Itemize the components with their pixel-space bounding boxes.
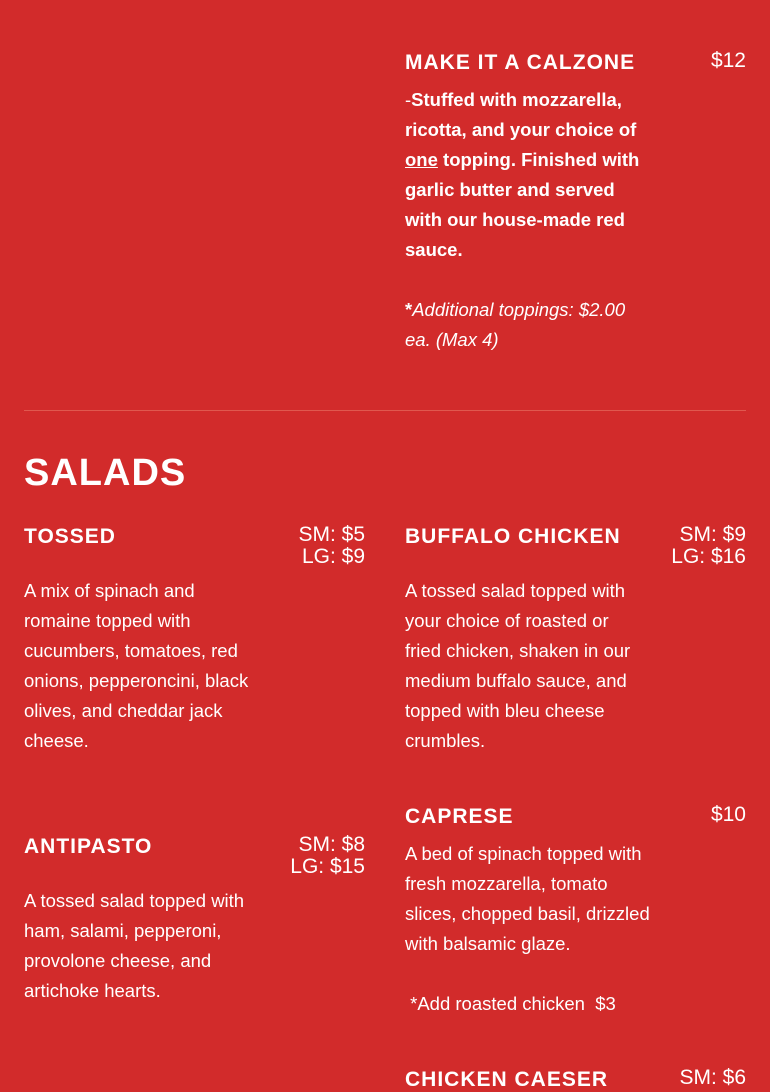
calzone-note [405, 295, 643, 355]
antipasto-price-lg: LG: $15 [290, 855, 365, 878]
calzone-price: $12 [710, 49, 746, 72]
buffalo-chicken-price-lg: LG: $16 [671, 545, 746, 568]
calzone-name: MAKE IT A CALZONE [405, 51, 636, 74]
calzone-desc-part1: Stuffed with mozzarella, ricotta, and your choice of [405, 89, 637, 140]
buffalo-chicken-price-sm: SM: $9 [679, 523, 746, 546]
section-divider [24, 410, 746, 411]
caprese-description: A bed of spinach topped with fresh mozzarella, tomato slices, chopped basil, drizzled with balsamic glaze. [405, 843, 650, 954]
tossed-name: TOSSED [24, 525, 116, 548]
buffalo-chicken-name: BUFFALO CHICKEN [405, 525, 621, 548]
caprese-note: *Add roasted chicken $3 [405, 993, 616, 1014]
salads-title: SALADS [24, 452, 187, 494]
buffalo-chicken-description: A tossed salad topped with your choice of roasted or fried chicken, shaken in our medium buffalo sauce, and topped with bleu cheese crumbles. [405, 580, 631, 751]
calzone-desc-dash: - [405, 89, 412, 110]
antipasto-description: A tossed salad topped with ham, salami, pepperoni, provolone cheese, and artichoke hearts. [24, 890, 245, 1001]
tossed-price-lg: LG: $9 [301, 545, 365, 568]
calzone-desc-one: one [405, 149, 438, 170]
caprese-price: $10 [710, 803, 746, 826]
calzone-desc-part2: topping. Finished with garlic butter and served with our house-made red sauce. [405, 149, 640, 260]
caprese-name: CAPRESE [405, 805, 514, 828]
antipasto-name: ANTIPASTO [24, 835, 153, 858]
tossed-description: A mix of spinach and romaine topped with cucumbers, tomatoes, red onions, pepperoncini, black olives, and cheddar jack cheese. [24, 580, 249, 751]
tossed-price-sm: SM: $5 [298, 523, 365, 546]
calzone-description [405, 85, 643, 265]
calzone-note-star: * [405, 299, 413, 320]
calzone-note-text: Additional toppings: $2.00 ea. (Max 4) [405, 299, 626, 350]
chicken-caeser-price-sm: SM: $6 [679, 1066, 746, 1089]
antipasto-price-sm: SM: $8 [298, 833, 365, 856]
chicken-caeser-name: CHICKEN CAESER [405, 1068, 609, 1091]
